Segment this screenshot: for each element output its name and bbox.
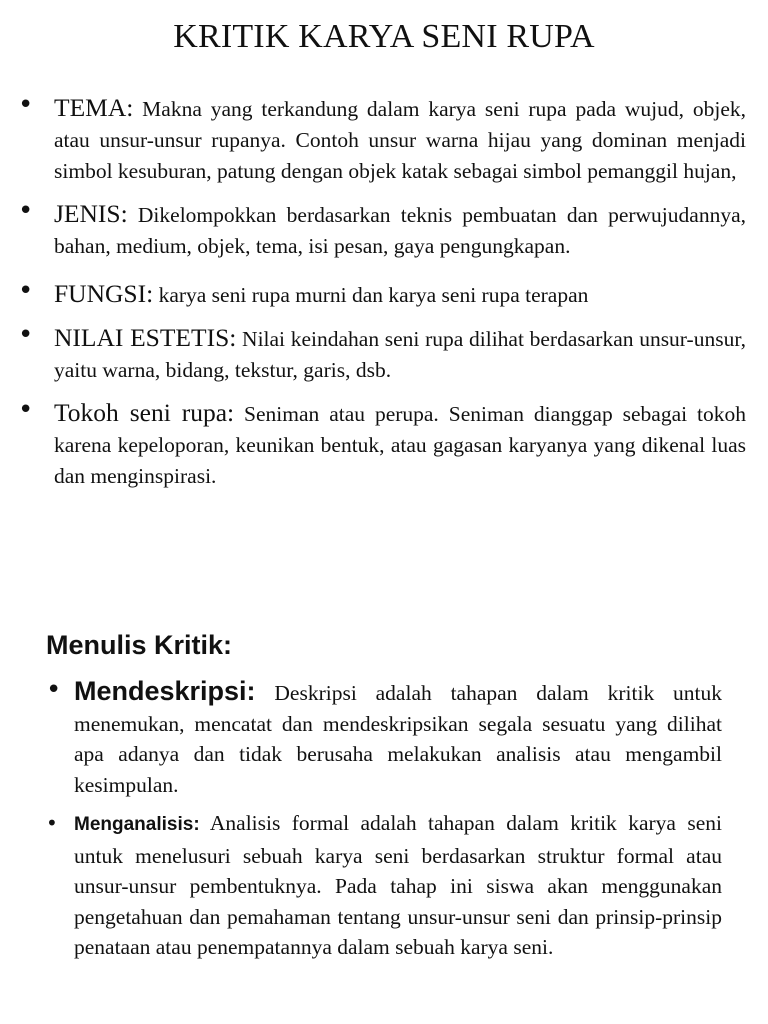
item-text: Dikelompokkan berdasarkan teknis pembuatan dan perwujudannya, bahan, medium, objek, tema, isi pesan, gaya pengungkapan. <box>54 203 746 258</box>
list-item-tema <box>18 92 746 187</box>
bullet-icon: • <box>46 811 58 835</box>
item-heading: Tokoh seni rupa: <box>54 398 235 427</box>
item-heading: TEMA: <box>54 93 134 122</box>
list-item-nilai-estetis <box>18 322 746 386</box>
bullet-icon: • <box>18 395 34 425</box>
item-heading: JENIS: <box>54 199 128 228</box>
writing-steps-list <box>46 676 722 971</box>
item-text: Analisis formal adalah tahapan dalam kritik karya seni untuk menelusuri sebuah karya seni berdasarkan struktur formal atau unsur-unsur pembentuknya. Pada tahap ini siswa akan menggunakan pengetahuan dan pemahaman tentang unsur-unsur seni dan prinsip-prinsip penataan atau penempatannya dalam sebuah karya seni. <box>74 811 722 959</box>
bullet-icon: • <box>18 276 34 306</box>
list-item-jenis <box>18 198 746 262</box>
list-item-menganalisis <box>46 808 722 963</box>
bullet-icon: • <box>46 675 62 705</box>
item-heading: Menganalisis: <box>74 814 200 835</box>
page-title: KRITIK KARYA SENI RUPA <box>173 18 595 55</box>
section-heading: Menulis Kritik: <box>46 630 233 660</box>
item-text: Makna yang terkandung dalam karya seni rupa pada wujud, objek, atau unsur-unsur rupanya. Contoh unsur warna hijau yang dominan menjadi simbol kesuburan, patung dengan objek katak sebagai simbol pemanggil hujan, <box>54 97 746 183</box>
item-heading: NILAI ESTETIS: <box>54 323 237 352</box>
bullet-icon: • <box>18 90 34 120</box>
list-item-tokoh-seni-rupa <box>18 397 746 492</box>
item-heading: FUNGSI: <box>54 279 154 308</box>
item-text: Nilai keindahan seni rupa dilihat berdasarkan unsur-unsur, yaitu warna, bidang, tekstur, garis, dsb. <box>54 327 746 382</box>
list-item-fungsi <box>18 278 746 311</box>
list-item-mendeskripsi <box>46 676 722 800</box>
bullet-icon: • <box>18 196 34 226</box>
item-heading: Mendeskripsi: <box>74 676 256 706</box>
bullet-icon: • <box>18 320 34 350</box>
criteria-list <box>18 92 746 503</box>
item-text: karya seni rupa murni dan karya seni rupa terapan <box>153 283 589 307</box>
item-text: Deskripsi adalah tahapan dalam kritik untuk menemukan, mencatat dan mendeskripsikan segala sesuatu yang dilihat apa adanya dan tidak berusaha melakukan analisis atau mengambil kesimpulan. <box>74 681 722 797</box>
item-text: Seniman atau perupa. Seniman dianggap sebagai tokoh karena kepeloporan, keunikan bentuk, atau gagasan karyanya yang dikenal luas dan menginspirasi. <box>54 402 746 488</box>
